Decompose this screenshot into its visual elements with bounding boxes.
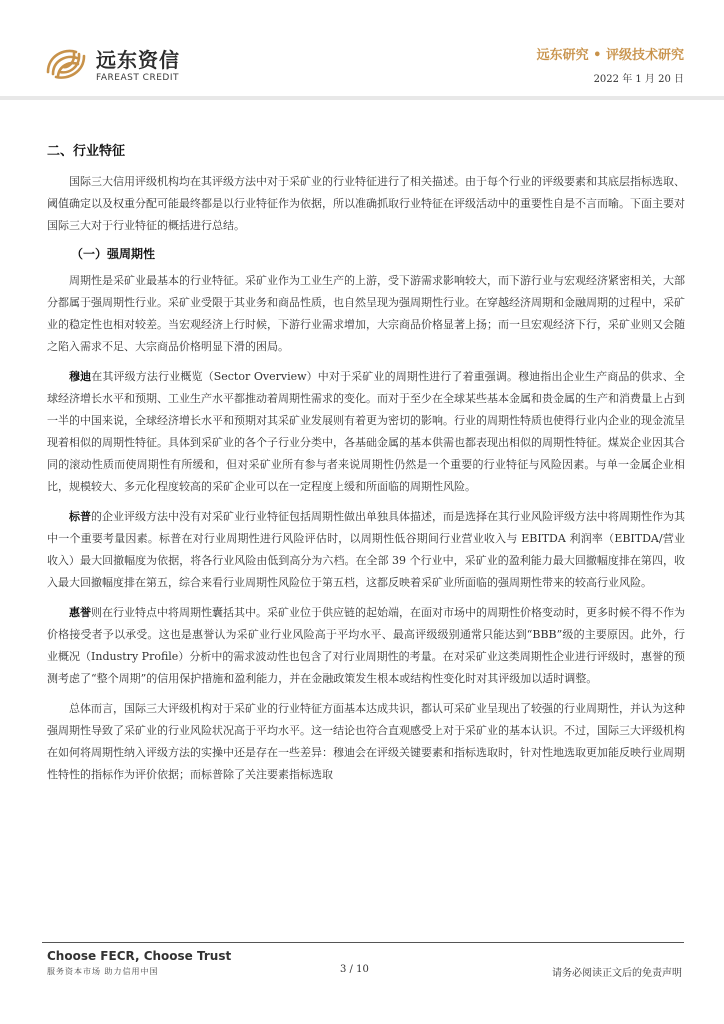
sp-paragraph: [47, 506, 685, 594]
page-number: 3 / 10: [340, 964, 369, 975]
fareast-logo-icon: [42, 44, 90, 84]
brand-name-cn: 远东资信: [96, 48, 180, 72]
report-date: 2022 年 1 月 20 日: [593, 74, 684, 85]
intro-paragraph: 国际三大信用评级机构均在其评级方法中对于采矿业的行业特征进行了相关描述。由于每个行业的评级要素和其底层指标选取、阈值确定以及权重分配可能最终都是以行业特征作为依据，所以准确抓取行业特征在评级活动中的重要性自是不言而喻。下面主要对国际三大对于行业特征的概括进行总结。: [47, 175, 685, 232]
moodys-paragraph: [47, 366, 685, 498]
footer-slogan: Choose FECR, Choose Trust: [47, 949, 232, 963]
sp-text: 的企业评级方法中没有对采矿业行业特征包括周期性做出单独具体描述，而是选择在其行业风险评级方法中将周期性作为其中一个重要考量因素。标普在对行业周期性进行风险评估时，以周期性低谷期间行业营业收入与 EBITDA 利润率（EBITDA/营业收入）最大回撤幅度为依据，将各行业风险由低到高分为六档。在全部 39 个行业中，采矿业的盈利能力最大回撤幅度排在第四，收入最大回撤幅度排在第五，综合来看行业周期性风险位于第五档，这都反映着采矿业所面临的强周期性带来的较高行业风险。: [47, 510, 685, 589]
footer-tagline: 服务资本市场 助力信用中国: [47, 967, 159, 976]
page-header: [0, 0, 724, 102]
sp-label: 标普: [69, 510, 91, 523]
summary-paragraph: 总体而言，国际三大评级机构对于采矿业的行业特征方面基本达成共识，都认可采矿业呈现出了较强的行业周期性，并认为这种强周期性导致了采矿业的行业风险状况高于平均水平。这一结论也符合直观感受上对于采矿业的基本认识。不过，国际三大评级机构在如何将周期性纳入评级方法的实操中还是存在一些差异：穆迪会在评级关键要素和指标选取时，针对性地选取更加能反映行业周期性特性的指标作为评价依据；而标普除了关注要素指标选取: [47, 702, 685, 781]
section-title: 二、行业特征: [47, 144, 126, 159]
fitch-label: 惠誉: [69, 606, 91, 619]
moodys-text: 在其评级方法行业概览（Sector Overview）中对于采矿业的周期性进行了着重强调。穆迪指出企业生产商品的供求、全球经济增长水平和预期、工业生产水平都推动着周期性需求的变化。而对于至少在全球某些基本金属和贵金属的生产和消费量上占到一半的中国来说，全球经济增长水平和预期对其采矿业发展则有着更为密切的影响。行业的周期性特质也使得行业内企业的现金流呈现着相似的周期性特征。具体到采矿业的各个子行业分类中，各基础金属的基本供需也都表现出相似的周期性特征。煤炭企业因其合同的滚动性质而使周期性有所缓和，但对采矿业所有参与者来说周期性仍然是一个重要的行业特征与风险因素。与单一金属企业相比，规模较大、多元化程度较高的采矿企业可以在一定程度上缓和所面临的周期性风险。: [47, 370, 685, 493]
header-divider: [0, 96, 724, 100]
fitch-text: 则在行业特点中将周期性囊括其中。采矿业位于供应链的起始端，在面对市场中的周期性价格变动时，更多时候不得不作为价格接受者予以承受。这也是惠誉认为采矿业行业风险高于平均水平、最高评级级别通常只能达到“BBB”级的主要原因。此外，行业概况（Industry Profile）分析中的需求波动性也包含了对行业周期性的考量。在对采矿业这类周期性企业进行评级时，惠誉的预测考虑了“整个周期”的信用保护措施和盈利能力，并在金融政策发生根本或结构性变化时对其评级加以适时调整。: [47, 606, 685, 685]
brand-name-en: FAREAST CREDIT: [96, 73, 179, 83]
document-body: [47, 140, 685, 794]
disclaimer-note: 请务必阅读正文后的免责声明: [552, 968, 682, 979]
fitch-paragraph: [47, 602, 685, 690]
brand-block: [96, 49, 180, 83]
moodys-label: 穆迪: [69, 370, 92, 383]
subsection-title: （一）强周期性: [71, 247, 156, 261]
footer-divider: [42, 942, 684, 943]
report-series: 远东研究 • 评级技术研究: [536, 48, 684, 63]
cyclicality-paragraph: 周期性是采矿业最基本的行业特征。采矿业作为工业生产的上游，受下游需求影响较大，而下游行业与宏观经济紧密相关，大部分都属于强周期性行业。采矿业受限于其业务和商品性质，也自然呈现为强周期性行业。在穿越经济周期和金融周期的过程中，采矿业的稳定性也相对较差。当宏观经济上行时候，下游行业需求增加，大宗商品价格显著上扬；而一旦宏观经济下行，采矿业则又会随之陷入需求不足、大宗商品价格明显下滑的困局。: [47, 274, 685, 353]
